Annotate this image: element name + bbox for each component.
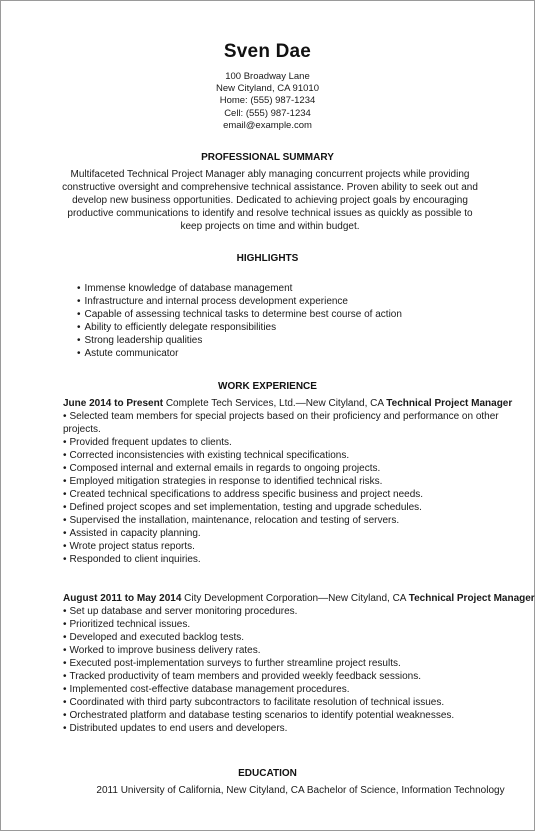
job-dates: August 2011 to May 2014 [63, 593, 182, 604]
list-item: • Capable of assessing technical tasks to determine best course of action [77, 308, 402, 321]
job-role: Technical Project Manager [408, 593, 535, 604]
address-line-1: 100 Broadway Lane [225, 71, 310, 82]
list-item: • Worked to improve business delivery rates. [63, 644, 537, 657]
list-item: • Assisted in capacity planning. [63, 527, 537, 540]
list-item: • Astute communicator [77, 347, 402, 360]
list-item: • Orchestrated platform and database testing scenarios to identify potential weaknesses. [63, 709, 537, 722]
summary-title: PROFESSIONAL SUMMARY [201, 152, 334, 163]
list-item: • Defined project scopes and set implementation, testing and upgrade schedules. [63, 501, 537, 514]
list-item: • Immense knowledge of database management [77, 282, 402, 295]
highlights-title: HIGHLIGHTS [236, 253, 299, 264]
job-company: City Development Corporation—New Cityland, CA [184, 593, 406, 604]
job-role: Technical Project Manager [386, 398, 513, 409]
list-item: • Wrote project status reports. [63, 540, 537, 553]
list-item: • Strong leadership qualities [77, 334, 402, 347]
list-item: • Provided frequent updates to clients. [63, 436, 537, 449]
list-item: • Ability to efficiently delegate responsibilities [77, 321, 402, 334]
summary-text: Multifaceted Technical Project Manager ably managing concurrent projects while providing constructive oversight and comprehensive technical assistance. Proven ability to seek out and develop new business opportunities. Dedicated to achieving project goals by encouraging productive communications to identify and resolve technical issues as quickly as possible to keep projects on time and within budget. [62, 169, 478, 232]
list-item: • Developed and executed backlog tests. [63, 631, 537, 644]
job-company: Complete Tech Services, Ltd.—New Cityland, CA [165, 398, 384, 409]
list-item: • Selected team members for special projects based on their proficiency and performance on other projects. [63, 410, 537, 436]
education-title: EDUCATION [238, 768, 297, 779]
cell-phone: Cell: (555) 987-1234 [224, 107, 311, 119]
list-item: • Tracked productivity of team members and provided weekly feedback sessions. [63, 670, 537, 683]
address-line-2: New Cityland, CA 91010 [216, 83, 319, 95]
list-item: • Set up database and server monitoring procedures. [63, 605, 537, 618]
job-dates: June 2014 to Present [63, 398, 164, 409]
list-item: • Corrected inconsistencies with existing technical specifications. [63, 449, 537, 462]
list-item: • Composed internal and external emails in regards to ongoing projects. [63, 462, 537, 475]
list-item: • Executed post-implementation surveys to further streamline project results. [63, 657, 537, 670]
job-entry [63, 397, 537, 566]
list-item: • Created technical specifications to address specific business and project needs. [63, 488, 537, 501]
contact-block [1, 71, 534, 132]
job-bullets [63, 605, 537, 735]
job-header [63, 592, 537, 605]
email: email@example.com [223, 119, 312, 131]
list-item: • Responded to client inquiries. [63, 553, 537, 566]
list-item: • Supervised the installation, maintenance, relocation and testing of servers. [63, 514, 537, 527]
list-item: • Employed mitigation strategies in response to identified technical risks. [63, 475, 537, 488]
experience-title: WORK EXPERIENCE [218, 381, 317, 392]
list-item: • Implemented cost-effective database management procedures. [63, 683, 537, 696]
job-entry [63, 592, 537, 735]
list-item: • Prioritized technical issues. [63, 618, 537, 631]
home-phone: Home: (555) 987-1234 [219, 95, 316, 107]
list-item: • Coordinated with third party subcontractors to facilitate resolution of technical issues. [63, 696, 537, 709]
education-line: 2011 University of California, New Cityland, CA Bachelor of Science, Information Technology [96, 785, 505, 796]
job-header [63, 397, 537, 410]
job-bullets [63, 410, 537, 566]
highlights-list [77, 282, 402, 360]
candidate-name: Sven Dae [223, 41, 312, 62]
list-item: • Infrastructure and internal process development experience [77, 295, 402, 308]
list-item: • Distributed updates to end users and developers. [63, 722, 537, 735]
